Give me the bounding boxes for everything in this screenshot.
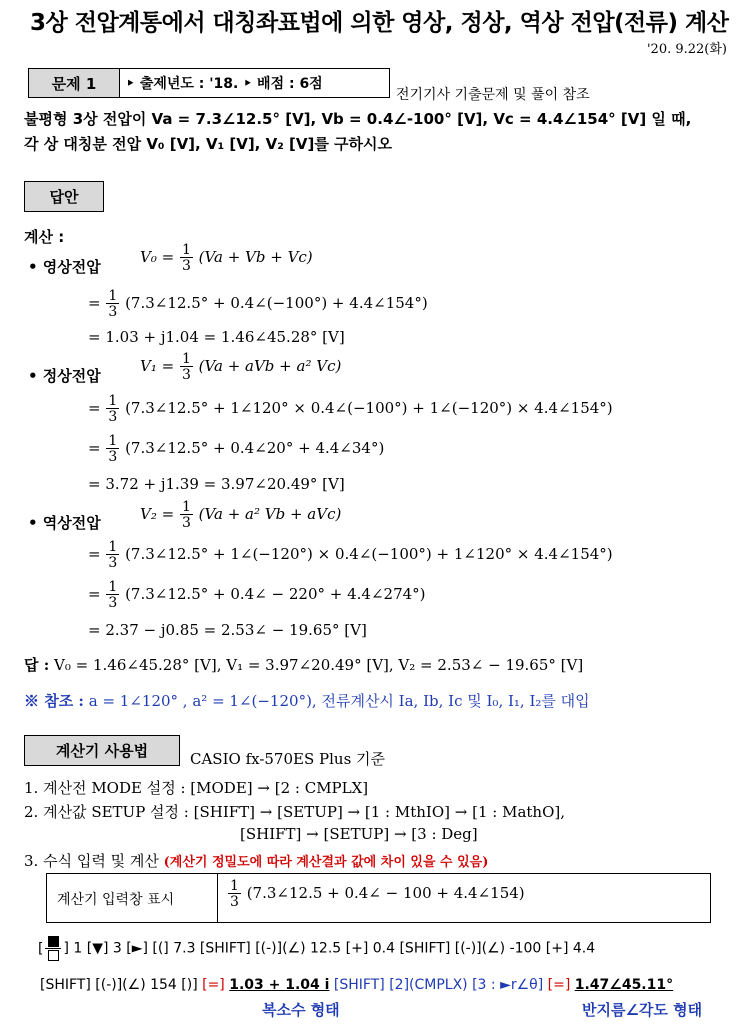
zero-seq-step1: = $\frac{1}{3}$ (7.3∠12.5° + 0.4∠(−100°) + 4.4∠154°) (88, 288, 428, 320)
final-answer: 답 : V₀ = 1.46∠45.28° [V], V₁ = 3.97∠20.49° [V], V₂ = 2.53∠ − 19.65° [V] (24, 656, 584, 674)
polar-form-label: 반지름∠각도 형태 (582, 1001, 703, 1019)
key-sequence-1: [ ] 1 [▼] 3 [►] [(] 7.3 [SHIFT] [(-)](∠) 12.5 [+] 0.4 [SHIFT] [(-)](∠) -100 [+] 4.4 (38, 936, 595, 961)
calculator-display-box (46, 873, 711, 923)
zero-seq-eq: V₀ = $\frac{1}{3}$ (Va + Vb + Vc) (140, 242, 313, 274)
neg-seq-step2: = $\frac{1}{3}$ (7.3∠12.5° + 0.4∠ − 220° + 4.4∠274°) (88, 579, 426, 611)
neg-seq-eq: V₂ = $\frac{1}{3}$ (Va + a² Vb + aVc) (140, 499, 342, 531)
fraction-key-icon (45, 936, 61, 961)
pos-seq-result: = 3.72 + j1.39 = 3.97∠20.49° [V] (88, 475, 345, 493)
question-line-2: 각 상 대칭분 전압 V₀ [V], V₁ [V], V₂ [V]를 구하시오 (24, 135, 392, 153)
zero-seq-label: • 영상전압 (28, 258, 101, 276)
calc-step-2a: 2. 계산값 SETUP 설정 : [SHIFT] → [SETUP] → [1 : MthIO] → [1 : MathO], (24, 803, 566, 821)
neg-seq-result: = 2.37 − j0.85 = 2.53∠ − 19.65° [V] (88, 621, 367, 639)
page-title: 3상 전압계통에서 대칭좌표법에 의한 영상, 정상, 역상 전압(전류) 계산 (30, 10, 729, 36)
pos-seq-step2: = $\frac{1}{3}$ (7.3∠12.5° + 0.4∠20° + 4.4∠34°) (88, 433, 385, 465)
calc-step-1: 1. 계산전 MODE 설정 : [MODE] → [2 : CMPLX] (24, 779, 369, 797)
display-expr: $\frac{1}{3}$ (7.3∠12.5 + 0.4∠ − 100 + 4.4∠154) (230, 878, 525, 910)
display-label: 계산기 입력창 표시 (57, 892, 175, 908)
date-label: '20. 9.22(화) (646, 42, 727, 57)
pos-seq-eq: V₁ = $\frac{1}{3}$ (Va + aVb + a² Vc) (140, 351, 342, 383)
calculator-label: 계산기 사용법 (24, 735, 180, 766)
problem-label: 문제 1 (28, 68, 120, 98)
calc-step-2b: [SHIFT] → [SETUP] → [3 : Deg] (240, 825, 478, 843)
zero-seq-result: = 1.03 + j1.04 = 1.46∠45.28° [V] (88, 328, 345, 346)
question-line-1: 불평형 3상 전압이 Va = 7.3∠12.5° [V], Vb = 0.4∠-100° [V], Vc = 4.4∠154° [V] 일 때, (24, 110, 692, 128)
complex-form-label: 복소수 형태 (262, 1001, 340, 1019)
problem-info: ‣ 출제년도 : '18. ‣ 배점 : 6점 (120, 68, 390, 98)
calc-step-3: 3. 수식 입력 및 계산 (계산기 정밀도에 따라 계산결과 값에 차이 있을 수 있음) (24, 852, 489, 870)
neg-seq-step1: = $\frac{1}{3}$ (7.3∠12.5° + 1∠(−120°) × 0.4∠(−100°) + 1∠120° × 4.4∠154°) (88, 539, 613, 571)
neg-seq-label: • 역상전압 (28, 514, 101, 532)
reference-note-line: ※ 참조 : a = 1∠120° , a² = 1∠(−120°), 전류계산시 Ia, Ib, Ic 및 I₀, I₁, I₂를 대입 (24, 692, 590, 710)
pos-seq-step1: = $\frac{1}{3}$ (7.3∠12.5° + 1∠120° × 0.4∠(−100°) + 1∠(−120°) × 4.4∠154°) (88, 393, 613, 425)
answer-label: 답안 (24, 181, 104, 212)
pos-seq-label: • 정상전압 (28, 367, 101, 385)
calc-label: 계산 : (24, 228, 65, 246)
key-sequence-2: [SHIFT] [(-)](∠) 154 [)] [=] 1.03 + 1.04 i [SHIFT] [2](CMPLX) [3 : ►r∠θ] [=] 1.47∠45.11° (40, 977, 674, 993)
calculator-model: CASIO fx-570ES Plus 기준 (190, 750, 386, 768)
reference-note: 전기기사 기출문제 및 풀이 참조 (396, 87, 590, 103)
